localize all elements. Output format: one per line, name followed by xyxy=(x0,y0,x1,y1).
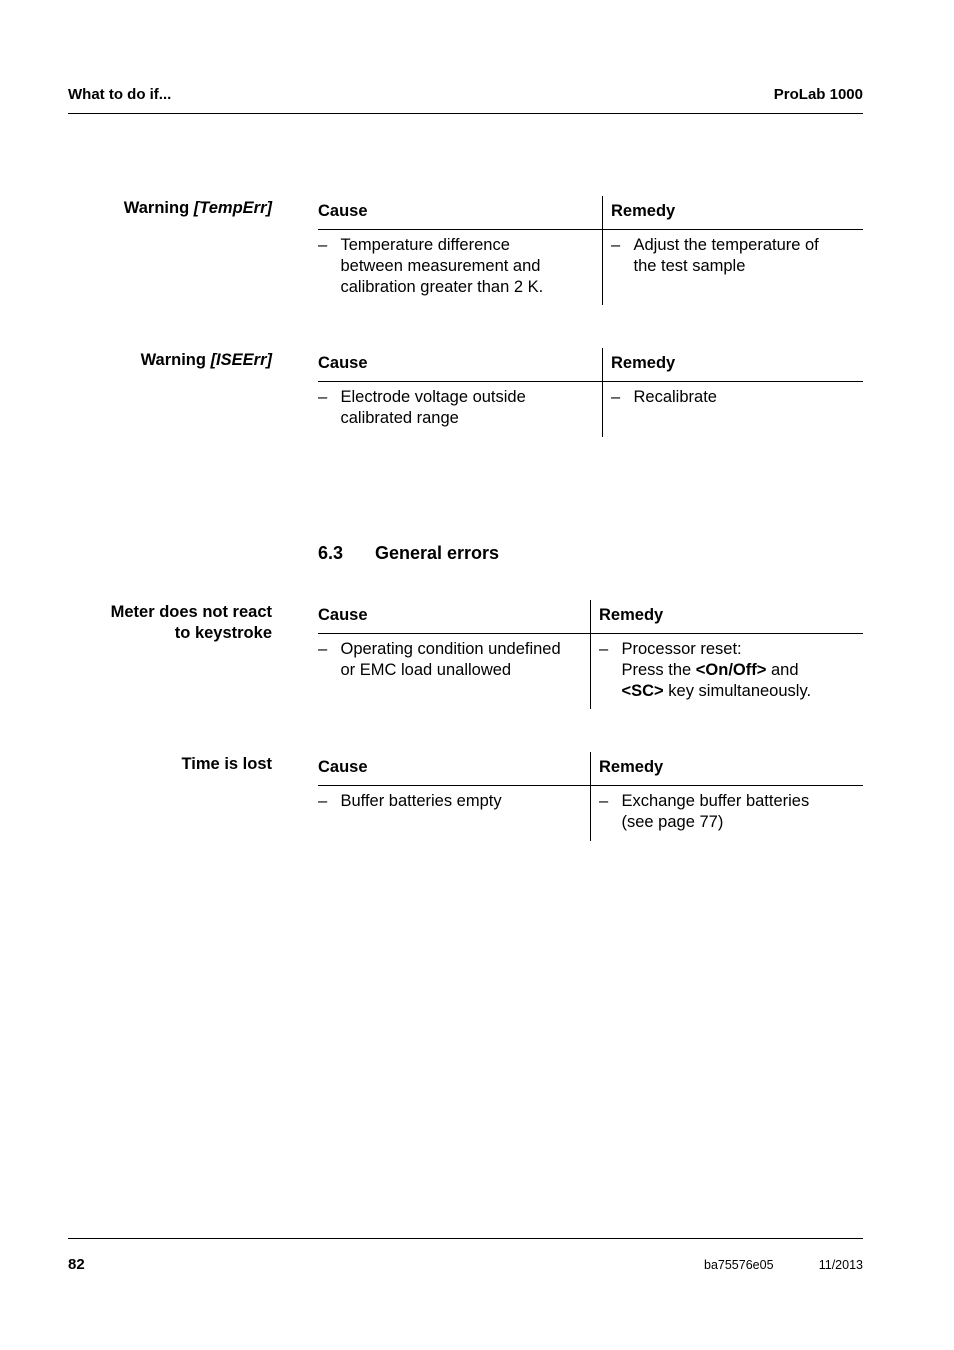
list-item: – Processor reset: Press the <On/Off> and <SC> key simultaneously. xyxy=(599,640,812,700)
section-title: General errors xyxy=(375,543,500,563)
cause-cell xyxy=(318,639,588,681)
warning-code: [ISEErr] xyxy=(210,351,272,369)
time-lost-label: Time is lost xyxy=(181,755,272,773)
remedy-cell xyxy=(599,639,861,701)
header-divider xyxy=(318,229,863,230)
temperr-table xyxy=(318,196,863,305)
cause-header: Cause xyxy=(318,606,368,624)
iseerr-table xyxy=(318,348,863,437)
cause-header: Cause xyxy=(318,354,368,372)
time-lost-table xyxy=(318,752,863,841)
running-header-product: ProLab 1000 xyxy=(773,86,863,103)
key-on-off: <On/Off> xyxy=(695,660,767,679)
warning-temperr-label xyxy=(124,198,272,219)
list-item: – Operating condition undefined or EMC load unallowed xyxy=(318,640,561,679)
column-divider xyxy=(602,196,603,305)
remedy-cell xyxy=(611,235,861,277)
remedy-header: Remedy xyxy=(611,202,676,220)
meter-no-react-table xyxy=(318,600,863,709)
list-item: – Recalibrate xyxy=(611,388,717,406)
document-date: 11/2013 xyxy=(818,1258,863,1272)
list-item: – Buffer batteries empty xyxy=(318,792,502,810)
header-rule xyxy=(68,113,863,114)
remedy-header: Remedy xyxy=(599,606,664,624)
cause-header: Cause xyxy=(318,202,368,220)
warning-iseerr-label xyxy=(141,350,272,371)
meter-no-react-label: Meter does not react to keystroke xyxy=(110,603,272,642)
remedy-header: Remedy xyxy=(599,758,664,776)
key-sc: <SC> xyxy=(621,681,664,700)
running-header-chapter: What to do if... xyxy=(68,86,172,103)
page-number: 82 xyxy=(68,1256,85,1273)
header-divider xyxy=(318,785,863,786)
warning-code: [TempErr] xyxy=(193,199,272,217)
remedy-cell xyxy=(599,791,861,833)
cause-header: Cause xyxy=(318,758,368,776)
cause-cell xyxy=(318,387,598,429)
list-item: – Electrode voltage outside calibrated range xyxy=(318,388,526,427)
warning-label-text: Warning xyxy=(123,199,190,217)
list-item: – Adjust the temperature of the test sample xyxy=(611,236,819,275)
column-divider xyxy=(590,752,591,841)
header-divider xyxy=(318,381,863,382)
document-id: ba75576e05 xyxy=(704,1258,774,1272)
list-item: – Temperature difference between measurement and calibration greater than 2 K. xyxy=(318,236,544,296)
header-divider xyxy=(318,633,863,634)
warning-label-text: Warning xyxy=(140,351,206,369)
footer-rule xyxy=(68,1238,863,1239)
section-number: 6.3 xyxy=(318,543,344,563)
remedy-header: Remedy xyxy=(611,354,676,372)
list-item: – Exchange buffer batteries (see page 77) xyxy=(599,792,810,831)
remedy-cell xyxy=(611,387,861,408)
column-divider xyxy=(602,348,603,437)
cause-cell xyxy=(318,235,598,297)
column-divider xyxy=(590,600,591,709)
cause-cell xyxy=(318,791,588,812)
